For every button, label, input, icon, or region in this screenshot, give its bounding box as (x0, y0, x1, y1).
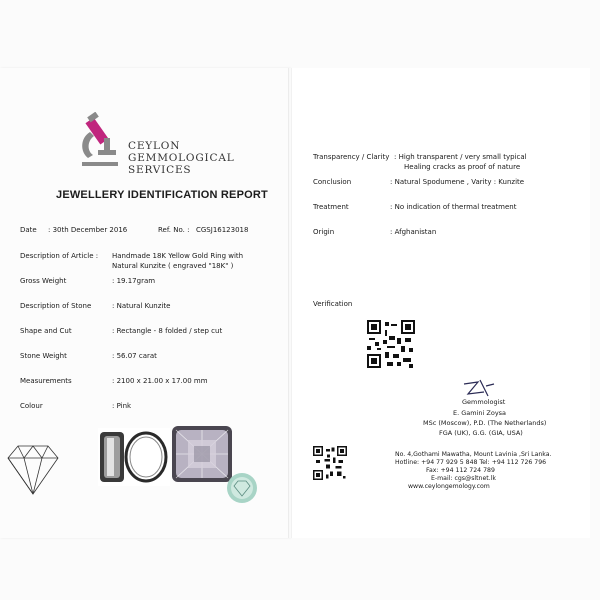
brand-line-3: SERVICES (128, 164, 192, 176)
brand-line-1: CEYLON (128, 140, 181, 152)
microscope-logo-icon (78, 112, 126, 168)
contact-qr-code (313, 446, 347, 480)
transparency-label: Transparency / Clarity (313, 153, 390, 161)
page-fold (288, 68, 292, 538)
colour-label: Colour (20, 402, 43, 410)
ref-value: CGSJ16123018 (196, 226, 249, 234)
measurements-value: : 2100 x 21.00 x 17.00 mm (112, 377, 208, 385)
address-text: No. 4,Gothami Mawatha, Mount Lavinia ,Sri Lanka. (395, 451, 552, 458)
description-stone-value: : Natural Kunzite (112, 302, 171, 310)
gemmologist-qualification-2: FGA (UK), G.G. (GIA, USA) (439, 429, 523, 437)
colour-value: : Pink (112, 402, 132, 410)
transparency-value-1: : High transparent / very small typical (394, 153, 527, 161)
gemstone-photo (172, 426, 232, 482)
shape-cut-value: : Rectangle - 8 folded / step cut (112, 327, 223, 335)
gemmologist-qualification-1: MSc (Moscow), P.D. (The Netherlands) (423, 419, 547, 427)
date-value: : 30th December 2016 (48, 226, 128, 234)
ring-photo (98, 428, 170, 486)
ref-label: Ref. No. : (158, 226, 190, 234)
description-article-line2: Natural Kunzite ( engraved "18K" ) (112, 262, 234, 270)
date-label: Date (20, 226, 37, 234)
diamond-outline-icon (4, 440, 62, 498)
stone-weight-label: Stone Weight (20, 352, 67, 360)
verification-qr-code (367, 320, 415, 368)
description-article-line1: Handmade 18K Yellow Gold Ring with (112, 252, 244, 260)
treatment-value: : No indication of thermal treatment (390, 203, 517, 211)
verification-label: Verification (313, 300, 353, 308)
conclusion-label: Conclusion (313, 178, 352, 186)
stone-weight-value: : 56.07 carat (112, 352, 157, 360)
origin-value: : Afghanistan (390, 228, 437, 236)
hotline-text: Hotline: +94 77 929 5 848 Tel: +94 112 726 796 (395, 459, 547, 466)
gross-weight-value: : 19.17gram (112, 277, 156, 285)
shape-cut-label: Shape and Cut (20, 327, 72, 335)
gemmologist-name: E. Gamini Zoysa (453, 409, 507, 417)
origin-label: Origin (313, 228, 335, 236)
gross-weight-label: Gross Weight (20, 277, 67, 285)
report-title: JEWELLERY IDENTIFICATION REPORT (56, 189, 268, 201)
description-stone-label: Description of Stone (20, 302, 92, 310)
measurements-label: Measurements (20, 377, 72, 385)
email-text: E-mail: cgs@sltnet.lk (431, 475, 496, 482)
description-article-label: Description of Article : (20, 252, 99, 260)
conclusion-value: : Natural Spodumene , Varity : Kunzite (390, 178, 525, 186)
brand-line-2: GEMMOLOGICAL (128, 152, 235, 164)
fax-text: Fax: +94 112 724 789 (426, 467, 495, 474)
gemmologist-title: Gemmologist (462, 398, 506, 406)
hologram-seal-icon (226, 472, 258, 504)
signature-icon (458, 376, 498, 400)
treatment-label: Treatment (313, 203, 349, 211)
transparency-value-2: Healing cracks as proof of nature (404, 163, 521, 171)
website-link[interactable]: www.ceylongemology.com (408, 483, 490, 490)
